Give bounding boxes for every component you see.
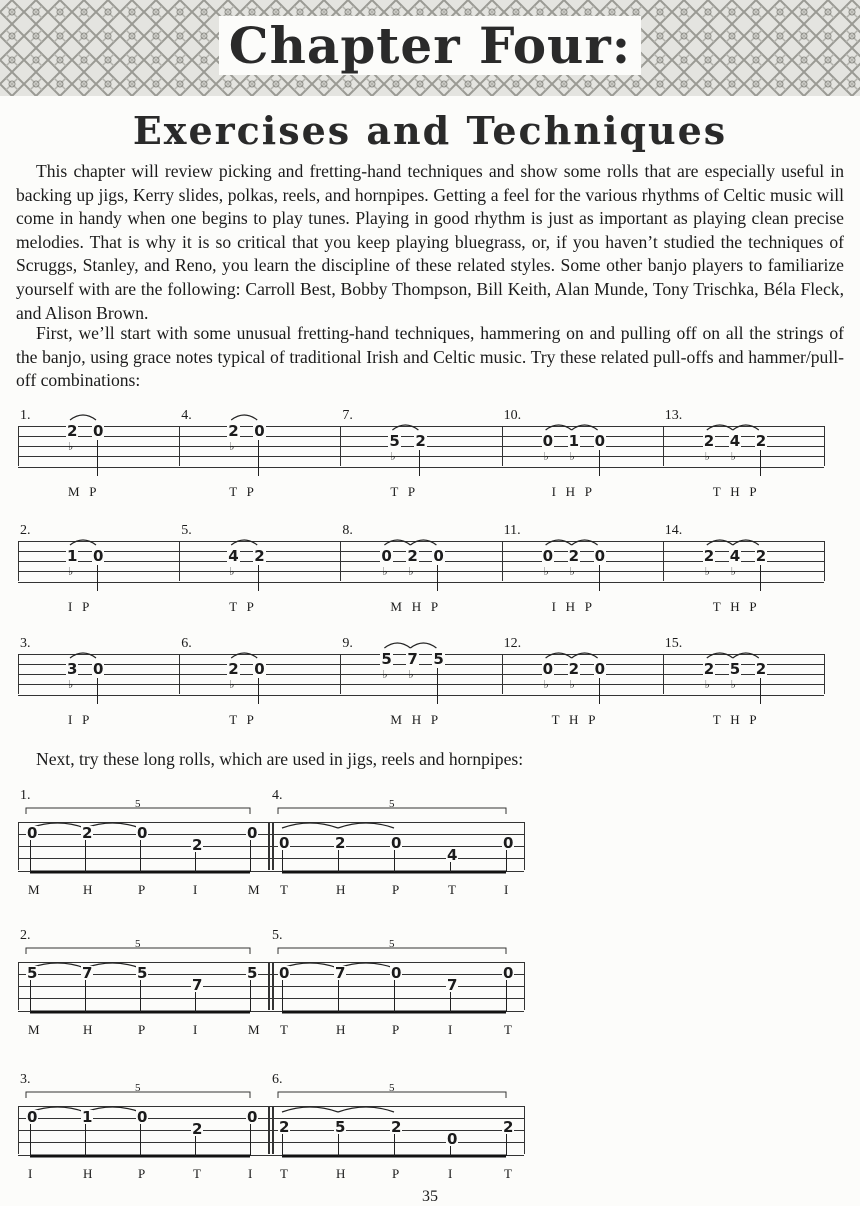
- note-stem: [506, 980, 507, 1012]
- bar-line: [179, 654, 180, 694]
- tuplet-number: 5: [135, 938, 141, 950]
- technique-label: H: [336, 882, 346, 897]
- bar-line: [18, 541, 19, 581]
- tab-note: 2: [703, 547, 715, 565]
- tab-note: 0: [279, 964, 290, 982]
- grace-flag-icon: ♭: [382, 566, 388, 578]
- tab-note: 4: [228, 547, 239, 565]
- tab-note: 0: [93, 660, 104, 678]
- technique-label: T H P: [712, 599, 757, 614]
- staff-line: [18, 456, 824, 457]
- tab-note: 7: [82, 964, 93, 982]
- technique-label: I P: [68, 599, 90, 614]
- tab-note: 2: [415, 432, 426, 450]
- tab-note: 2: [568, 660, 580, 678]
- tab-note: 5: [137, 964, 148, 982]
- tab-note: 0: [503, 964, 514, 982]
- technique-label: M H P: [390, 712, 439, 727]
- tab-note: 5: [335, 1118, 346, 1136]
- technique-label: T: [280, 1022, 288, 1037]
- technique-label: H: [83, 882, 93, 897]
- note-stem: [760, 678, 761, 704]
- bar-line: [18, 426, 19, 466]
- grace-flag-icon: ♭: [382, 669, 388, 681]
- bar-line: [268, 1106, 270, 1154]
- technique-label: I: [193, 882, 198, 897]
- technique-label: T: [280, 882, 288, 897]
- grace-flag-icon: ♭: [408, 669, 414, 681]
- tab-note: 7: [407, 650, 418, 668]
- bar-line: [663, 541, 664, 581]
- tab-note: 0: [27, 1108, 38, 1126]
- note-stem: [338, 1134, 339, 1156]
- grace-flag-icon: ♭: [68, 679, 74, 691]
- tab-note: 2: [391, 1118, 402, 1136]
- tab-note: 2: [755, 660, 767, 678]
- note-stem: [85, 980, 86, 1012]
- tab-note: 0: [503, 834, 514, 852]
- grace-flag-icon: ♭: [569, 566, 575, 578]
- tab-note: 5: [433, 650, 444, 668]
- exercise-number: 11.: [503, 523, 521, 538]
- exercise-number: 1.: [20, 788, 31, 803]
- grace-flag-icon: ♭: [730, 566, 736, 578]
- technique-label: I: [504, 882, 509, 897]
- tab-note: 0: [137, 824, 148, 842]
- tuplet-number: 5: [389, 1082, 395, 1094]
- staff-line: [18, 684, 824, 685]
- tab-note: 0: [93, 422, 104, 440]
- note-stem: [258, 678, 259, 704]
- fretting-paragraph: First, we’ll start with some unusual fretting-hand techniques, hammering on and pulling off on all the strings of the banjo, using grace notes typical of traditional Irish and Celtic music. Try these related pull-offs and hammer/pull-off combinations:: [16, 323, 844, 391]
- tab-note: 0: [542, 547, 554, 565]
- tab-note: 0: [542, 432, 554, 450]
- exercise-number: 3.: [20, 636, 31, 651]
- tab-note: 0: [137, 1108, 148, 1126]
- staff-line: [18, 834, 524, 835]
- grace-flag-icon: ♭: [229, 566, 235, 578]
- bar-line: [502, 654, 503, 694]
- exercise-number: 15.: [664, 636, 683, 651]
- note-stem: [506, 850, 507, 872]
- technique-label: T H P: [712, 712, 757, 727]
- grace-flag-icon: ♭: [390, 451, 396, 463]
- technique-label: T: [448, 882, 456, 897]
- technique-label: T: [504, 1022, 512, 1037]
- exercise-number: 14.: [664, 523, 683, 538]
- note-stem: [394, 980, 395, 1012]
- note-stem: [140, 980, 141, 1012]
- tab-note: 0: [381, 547, 392, 565]
- tab-note: 0: [254, 660, 265, 678]
- note-stem: [599, 678, 600, 704]
- grace-flag-icon: ♭: [68, 566, 74, 578]
- bar-line: [272, 822, 274, 870]
- grace-flag-icon: ♭: [543, 679, 549, 691]
- tuplet-number: 5: [135, 798, 141, 810]
- note-stem: [450, 992, 451, 1012]
- tab-note: 0: [447, 1130, 458, 1148]
- exercise-number: 6.: [272, 1072, 283, 1087]
- exercise-number: 12.: [503, 636, 522, 651]
- note-stem: [450, 1146, 451, 1156]
- rolls-paragraph: Next, try these long rolls, which are used in jigs, reels and hornpipes:: [36, 749, 524, 769]
- note-stem: [97, 678, 98, 704]
- tab-note: 2: [755, 547, 767, 565]
- exercise-number: 13.: [664, 408, 683, 423]
- staff-line: [18, 1118, 524, 1119]
- tab-note: 2: [568, 547, 580, 565]
- grace-flag-icon: ♭: [229, 679, 235, 691]
- note-stem: [437, 668, 438, 704]
- technique-label: I: [448, 1166, 453, 1181]
- technique-label: M: [28, 1022, 40, 1037]
- note-stem: [195, 852, 196, 872]
- note-stem: [250, 1124, 251, 1156]
- intro-paragraph: This chapter will review picking and fretting-hand techniques and show some rolls that are especially useful in backing up jigs, Kerry slides, polkas, reels, and hornpipes. Getting a feel for the various rhythms of Celtic music will come in handy when one begins to play tunes. Playing in good rhythm is just as important as playing clean precise melodies. That is why it is so critical that you keep playing bluegrass, or, if you haven’t studied the techniques of Scruggs, Stanley, and Reno, you learn the discipline of these related styles. Some other banjo players to familiarize yourself with are the following: Carroll Best, Bobby Thompson, Bill Keith, Alan Munde, Tony Trischka, Béla Fleck, and Alison Brown.: [16, 161, 844, 323]
- technique-label: T P: [229, 712, 254, 727]
- tab-note: 2: [335, 834, 346, 852]
- exercise-number: 4.: [181, 408, 192, 423]
- bar-line: [524, 822, 525, 870]
- bar-line: [340, 426, 341, 466]
- technique-label: T: [280, 1166, 288, 1181]
- page-number: 35: [422, 1188, 438, 1205]
- note-stem: [30, 840, 31, 872]
- bar-line: [502, 426, 503, 466]
- tab-note: 5: [27, 964, 38, 982]
- technique-label: T H P: [551, 712, 596, 727]
- technique-label: H: [83, 1166, 93, 1181]
- exercise-number: 9.: [342, 636, 353, 651]
- tab-note: 0: [542, 660, 554, 678]
- note-stem: [250, 980, 251, 1012]
- tab-note: 0: [279, 834, 290, 852]
- technique-label: P: [138, 1022, 146, 1037]
- note-stem: [195, 992, 196, 1012]
- technique-label: I H P: [551, 484, 593, 499]
- tab-note: 5: [381, 650, 392, 668]
- tab-note: 2: [254, 547, 265, 565]
- bar-line: [340, 541, 341, 581]
- tab-note: 0: [391, 964, 402, 982]
- tab-note: 1: [568, 432, 580, 450]
- tab-note: 2: [279, 1118, 290, 1136]
- tab-note: 2: [407, 547, 418, 565]
- note-stem: [258, 565, 259, 591]
- chapter-title: Chapter Four:: [219, 16, 641, 75]
- note-stem: [437, 565, 438, 591]
- tab-note: 3: [67, 660, 78, 678]
- technique-label: M P: [68, 484, 97, 499]
- tab-note: 5: [729, 660, 741, 678]
- exercise-number: 7.: [342, 408, 353, 423]
- exercise-number: 6.: [181, 636, 192, 651]
- tab-note: 4: [447, 846, 458, 864]
- bar-line: [663, 426, 664, 466]
- tab-note: 0: [594, 547, 606, 565]
- note-stem: [97, 565, 98, 591]
- bar-line: [18, 654, 19, 694]
- technique-label: I: [448, 1022, 453, 1037]
- staff-line: [18, 998, 524, 999]
- bar-line: [824, 654, 825, 694]
- technique-label: I: [248, 1166, 253, 1181]
- tab-note: 5: [389, 432, 400, 450]
- bar-line: [179, 541, 180, 581]
- tab-note: 2: [503, 1118, 514, 1136]
- tab-note: 2: [755, 432, 767, 450]
- staff-line: [18, 974, 524, 975]
- bar-line: [502, 541, 503, 581]
- note-stem: [282, 1134, 283, 1156]
- tuplet-number: 5: [135, 1082, 141, 1094]
- note-stem: [282, 980, 283, 1012]
- technique-label: T: [504, 1166, 512, 1181]
- tab-note: 5: [247, 964, 258, 982]
- technique-label: P: [138, 1166, 146, 1181]
- technique-label: P: [138, 882, 146, 897]
- grace-flag-icon: ♭: [543, 451, 549, 463]
- grace-flag-icon: ♭: [704, 451, 710, 463]
- bar-line: [340, 654, 341, 694]
- bar-line: [824, 426, 825, 466]
- staff-line: [18, 571, 824, 572]
- grace-flag-icon: ♭: [730, 451, 736, 463]
- technique-label: P: [392, 1166, 400, 1181]
- tab-note: 0: [27, 824, 38, 842]
- technique-label: T P: [229, 484, 254, 499]
- technique-label: T H P: [712, 484, 757, 499]
- note-stem: [394, 850, 395, 872]
- exercise-number: 2.: [20, 523, 31, 538]
- technique-label: T P: [229, 599, 254, 614]
- technique-label: H: [336, 1022, 346, 1037]
- tab-note: 0: [247, 824, 258, 842]
- tab-note: 0: [247, 1108, 258, 1126]
- grace-flag-icon: ♭: [704, 566, 710, 578]
- exercise-number: 1.: [20, 408, 31, 423]
- grace-flag-icon: ♭: [730, 679, 736, 691]
- tab-note: 4: [729, 547, 741, 565]
- note-stem: [282, 850, 283, 872]
- exercise-number: 2.: [20, 928, 31, 943]
- note-stem: [140, 1124, 141, 1156]
- tab-note: 7: [335, 964, 346, 982]
- note-stem: [195, 1136, 196, 1156]
- tab-note: 4: [729, 432, 741, 450]
- note-stem: [30, 1124, 31, 1156]
- technique-label: I: [28, 1166, 33, 1181]
- exercise-number: 3.: [20, 1072, 31, 1087]
- grace-flag-icon: ♭: [569, 451, 575, 463]
- tab-note: 2: [703, 660, 715, 678]
- tab-note: 2: [703, 432, 715, 450]
- note-stem: [450, 862, 451, 872]
- tab-note: 2: [82, 824, 93, 842]
- grace-flag-icon: ♭: [68, 441, 74, 453]
- bar-line: [18, 822, 19, 870]
- bar-line: [663, 654, 664, 694]
- technique-label: M H P: [390, 599, 439, 614]
- grace-flag-icon: ♭: [543, 566, 549, 578]
- technique-label: I: [193, 1022, 198, 1037]
- tab-note: 2: [228, 660, 239, 678]
- exercise-number: 10.: [503, 408, 522, 423]
- tab-note: 1: [67, 547, 78, 565]
- bar-line: [268, 962, 270, 1010]
- note-stem: [338, 850, 339, 872]
- tab-note: 2: [228, 422, 239, 440]
- technique-label: M: [28, 882, 40, 897]
- note-stem: [97, 440, 98, 476]
- tuplet-number: 5: [389, 798, 395, 810]
- technique-label: M: [248, 882, 260, 897]
- technique-label: M: [248, 1022, 260, 1037]
- grace-flag-icon: ♭: [229, 441, 235, 453]
- section-title: Exercises and Techniques: [132, 108, 728, 153]
- bar-line: [824, 541, 825, 581]
- exercise-number: 4.: [272, 788, 283, 803]
- grace-flag-icon: ♭: [408, 566, 414, 578]
- note-stem: [85, 1124, 86, 1156]
- technique-label: H: [336, 1166, 346, 1181]
- note-stem: [506, 1134, 507, 1156]
- tab-note: 2: [192, 836, 203, 854]
- note-stem: [258, 440, 259, 476]
- note-stem: [30, 980, 31, 1012]
- bar-line: [268, 822, 270, 870]
- note-stem: [140, 840, 141, 872]
- tab-note: 0: [391, 834, 402, 852]
- note-stem: [419, 450, 420, 476]
- bar-line: [272, 1106, 274, 1154]
- bar-line: [272, 962, 274, 1010]
- tab-note: 1: [82, 1108, 93, 1126]
- tab-note: 0: [254, 422, 265, 440]
- technique-label: I H P: [551, 599, 593, 614]
- tab-note: 2: [67, 422, 78, 440]
- tab-note: 0: [433, 547, 444, 565]
- note-stem: [338, 980, 339, 1012]
- tab-note: 7: [447, 976, 458, 994]
- bar-line: [179, 426, 180, 466]
- note-stem: [760, 565, 761, 591]
- tab-note: 0: [594, 660, 606, 678]
- technique-label: P: [392, 882, 400, 897]
- technique-label: T: [193, 1166, 201, 1181]
- grace-flag-icon: ♭: [569, 679, 575, 691]
- technique-label: H: [83, 1022, 93, 1037]
- bar-line: [524, 962, 525, 1010]
- note-stem: [760, 450, 761, 476]
- note-stem: [599, 450, 600, 476]
- technique-label: P: [392, 1022, 400, 1037]
- tab-note: 2: [192, 1120, 203, 1138]
- tab-note: 0: [93, 547, 104, 565]
- note-stem: [250, 840, 251, 872]
- tab-note: 0: [594, 432, 606, 450]
- technique-label: I P: [68, 712, 90, 727]
- grace-flag-icon: ♭: [704, 679, 710, 691]
- technique-label: T P: [390, 484, 416, 499]
- bar-line: [18, 962, 19, 1010]
- note-stem: [85, 840, 86, 872]
- tab-note: 7: [192, 976, 203, 994]
- bar-line: [18, 1106, 19, 1154]
- note-stem: [394, 1134, 395, 1156]
- tuplet-number: 5: [389, 938, 395, 950]
- exercise-number: 8.: [342, 523, 353, 538]
- exercise-number: 5.: [181, 523, 192, 538]
- exercise-number: 5.: [272, 928, 283, 943]
- note-stem: [599, 565, 600, 591]
- bar-line: [524, 1106, 525, 1154]
